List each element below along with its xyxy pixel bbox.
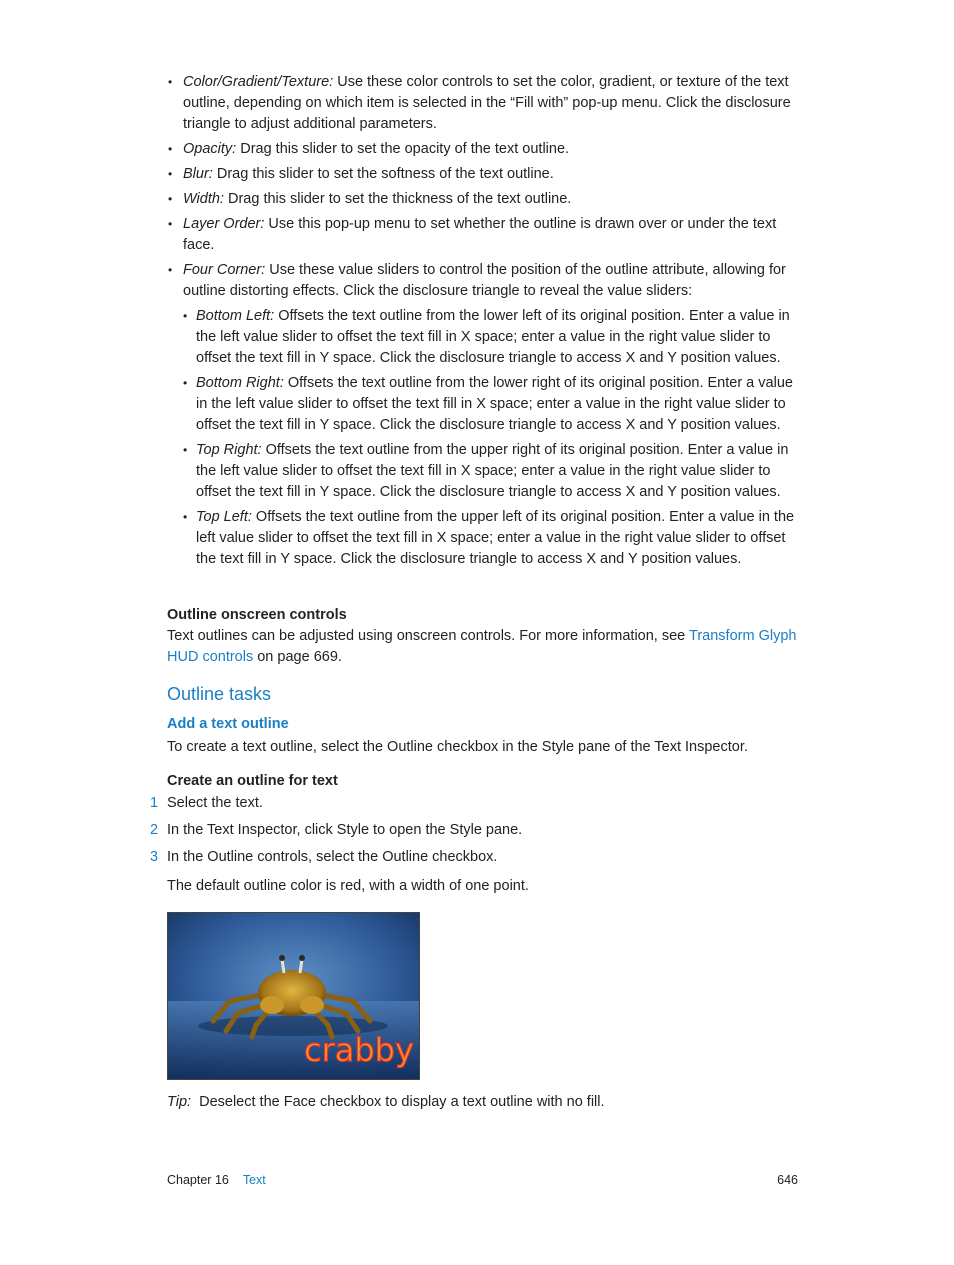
step-item [146, 793, 806, 814]
crab-photo-illustration [168, 913, 419, 1079]
list-item [183, 306, 808, 369]
term: Bottom Right: [196, 375, 284, 391]
footer-chapter [167, 1173, 266, 1187]
term: Top Left: [196, 509, 252, 525]
term: Width: [183, 191, 224, 207]
body-text: Text outlines can be adjusted using onscreen controls. For more information, see [167, 628, 690, 644]
description: Use these color controls to set the color, gradient, or texture of the text outline, depending on which item is selected in the “Fill with” pop-up menu. Click the disclosure triangle to adjust additional parameters. [183, 74, 791, 132]
add-text-outline-heading: Add a text outline [167, 716, 289, 732]
step-number: 2 [150, 822, 159, 838]
page-number: 646 [777, 1173, 798, 1187]
list-item [168, 214, 808, 256]
list-item [168, 139, 808, 160]
procedure-heading: Create an outline for text [167, 773, 338, 789]
crabby-outlined-text: crabby [304, 1031, 414, 1069]
term: Opacity: [183, 141, 237, 157]
list-item [168, 164, 808, 185]
term: Four Corner: [183, 262, 266, 278]
parameter-list [168, 72, 808, 574]
tip-text: Deselect the Face checkbox to display a text outline with no fill. [199, 1094, 605, 1110]
crab-example-image [167, 912, 420, 1080]
section-heading: Outline onscreen controls [167, 607, 347, 623]
description: Offsets the text outline from the upper left of its original position. Enter a value in the left value slider to offset the text fill in X space; enter a value in the right value slider to offset the text fill in Y space. Click the disclosure triangle to access X and Y position values. [196, 509, 795, 567]
list-item [183, 440, 808, 503]
step-text: In the Text Inspector, click Style to open the Style pane. [167, 822, 523, 838]
term: Top Right: [196, 442, 262, 458]
task-intro: To create a text outline, select the Outline checkbox in the Style pane of the Text Inspector. [167, 739, 748, 755]
section-body [167, 626, 807, 668]
chapter-title-link[interactable]: Text [242, 1173, 266, 1187]
four-corner-sublist [183, 306, 808, 570]
result-text: The default outline color is red, with a width of one point. [167, 878, 529, 894]
description: Offsets the text outline from the lower left of its original position. Enter a value in the left value slider to offset the text fill in X space; enter a value in the right value slider to offset the text fill in Y space. Click the disclosure triangle to access X and Y position values. [196, 308, 790, 366]
transform-glyph-hud-link[interactable]: Transform Glyph HUD controls [167, 628, 797, 665]
tip-label: Tip: [167, 1094, 192, 1110]
description: Offsets the text outline from the upper right of its original position. Enter a value in the left value slider to offset the text fill in X space; enter a value in the right value slider to offset the text fill in Y space. Click the disclosure triangle to access X and Y position values. [196, 442, 789, 500]
step-item [146, 820, 806, 841]
term: Blur: [183, 166, 213, 182]
description: Use this pop-up menu to set whether the outline is drawn over or under the text face. [183, 216, 777, 253]
list-item [168, 189, 808, 210]
step-number: 3 [150, 849, 159, 865]
list-item [168, 260, 808, 570]
chapter-number: Chapter 16 [167, 1173, 229, 1187]
description: Drag this slider to set the softness of the text outline. [212, 166, 554, 182]
list-item [183, 373, 808, 436]
step-text: In the Outline controls, select the Outline checkbox. [167, 849, 498, 865]
description: Use these value sliders to control the position of the outline attribute, allowing for outline distorting effects. Click the disclosure triangle to reveal the value sliders: [183, 262, 786, 299]
body-text: on page 669. [253, 649, 342, 665]
list-item [168, 72, 808, 135]
term: Bottom Left: [196, 308, 275, 324]
procedure-steps [146, 793, 806, 874]
description: Drag this slider to set the thickness of the text outline. [223, 191, 572, 207]
step-number: 1 [150, 795, 159, 811]
description: Drag this slider to set the opacity of the text outline. [236, 141, 570, 157]
tip-note [167, 1092, 807, 1113]
outline-tasks-heading: Outline tasks [167, 684, 272, 704]
step-item [146, 847, 806, 868]
list-item [183, 507, 808, 570]
term: Layer Order: [183, 216, 265, 232]
term: Color/Gradient/Texture: [183, 74, 334, 90]
onscreen-controls-section [167, 605, 807, 668]
step-text: Select the text. [167, 795, 263, 811]
description: Offsets the text outline from the lower right of its original position. Enter a value in the left value slider to offset the text fill in X space; enter a value in the right value slider to offset the text fill in Y space. Click the disclosure triangle to access X and Y position values. [196, 375, 793, 433]
